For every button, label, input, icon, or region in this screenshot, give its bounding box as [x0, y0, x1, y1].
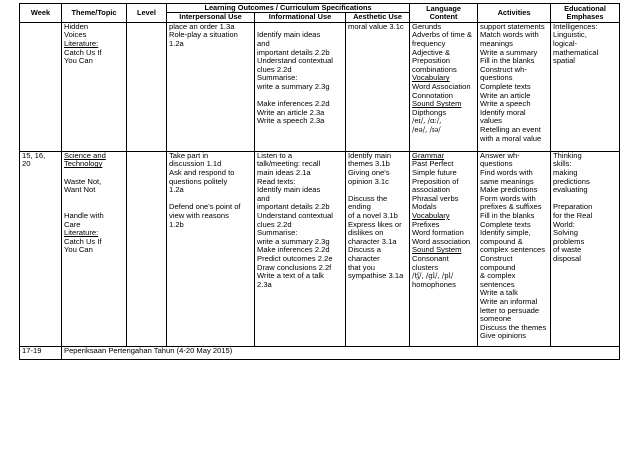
language-text: Dipthongs	[412, 107, 447, 117]
header-interpersonal: Interpersonal Use	[167, 13, 255, 22]
grammar-heading: Grammar	[412, 151, 445, 160]
table-row	[20, 22, 620, 151]
scheme-of-work-table	[19, 3, 620, 360]
theme-heading: Science and Technology	[64, 151, 106, 169]
cell-informational: Listen to a talk/meeting: recall main ideas 2.1a Read texts: Identify main ideas and important details 2.2b Understand contextual clues 2.2d Summarise: write a summary 2.3g Make inferences 2.2d Predict outcomes 2.2e Draw conclusions 2.2f Write a text of a talk 2.3a	[255, 151, 346, 346]
language-text: Gerunds Adverbs of time & frequency Adjective & Preposition combinations	[412, 22, 472, 74]
literature-label: Literature:	[64, 228, 99, 238]
cell-exam-note: Peperiksaan Pertengahan Tahun (4-20 May 2015)	[62, 346, 620, 359]
language-text: Word Association Connotation	[412, 81, 471, 100]
vocabulary-heading: Vocabulary	[412, 73, 450, 83]
cell-week	[20, 22, 62, 151]
cell-interpersonal: Take part in discussion 1.1d Ask and respond to questions politely 1.2a Defend one's point of view with reasons 1.2b	[167, 151, 255, 346]
header-aesthetic: Aesthetic Use	[346, 13, 410, 22]
language-text: Prefixes Word formation Word association	[412, 219, 471, 246]
cell-emphases: Thinking skills: making predictions evaluating Preparation for the Real World: Solving problems of waste disposal	[551, 151, 620, 346]
cell-emphases: Intelligences: Linguistic, logical- mathematical spatial	[551, 22, 620, 151]
header-learning-outcomes: Learning Outcomes / Curriculum Specifications	[167, 4, 410, 13]
cell-week: 15, 16, 20	[20, 151, 62, 346]
cell-aesthetic: Identify main themes 3.1b Giving one's opinion 3.1c Discuss the ending of a novel 3.1b Express likes or dislikes on character 3.1a Discuss a character that you sympathise 3.1a	[346, 151, 410, 346]
cell-language-content	[410, 151, 478, 346]
language-text: homophones	[412, 279, 456, 289]
cell-level	[127, 22, 167, 151]
cell-interpersonal: place an order 1.3a Role-play a situation 1.2a	[167, 22, 255, 151]
phonetic-symbols: /eɪ/, /ɑː/, /eə/, /ɪə/	[412, 117, 442, 134]
header-educational-emphases: Educational Emphases	[551, 4, 620, 23]
table-row	[20, 151, 620, 346]
header-informational: Informational Use	[255, 13, 346, 22]
cell-week: 17-19	[20, 346, 62, 359]
cell-activities: Answer wh-questions Find words with same meanings Make predictions Form words with prefixes & suffixes Fill in the blanks Complete texts Identify simple, compound & complex sentences Construct compound & complex sentences Write a talk Write an informal letter to persuade someone Discuss the themes Give opinions	[478, 151, 551, 346]
sound-system-heading: Sound System	[412, 245, 462, 255]
language-text: Past Perfect Simple future Preposition of association Phrasal verbs Modals	[412, 159, 459, 212]
cell-activities: support statements Match words with meanings Write a summary Fill in the blanks Construct wh- questions Complete texts Write an article Write a speech Identify moral values Retelling an event with a moral value	[478, 22, 551, 151]
literature-label: Literature:	[64, 39, 99, 48]
phonetic-symbols: /tʃ/, /gl/, /pl/	[412, 272, 454, 281]
header-row	[20, 4, 620, 13]
table-row	[20, 346, 620, 359]
header-level: Level	[127, 4, 167, 23]
cell-level	[127, 151, 167, 346]
cell-informational: Identify main ideas and important details 2.2b Understand contextual clues 2.2d Summarise: write a summary 2.3g Make inferences 2.2d Write an article 2.3a Write a speech 2.3a	[255, 22, 346, 151]
vocabulary-heading: Vocabulary	[412, 210, 450, 220]
header-theme: Theme/Topic	[62, 4, 127, 23]
topic-text: Waste Not, Want Not Handle with Care	[64, 176, 104, 229]
header-week: Week	[20, 4, 62, 23]
language-text: Consonant clusters	[412, 253, 449, 272]
sound-system-heading: Sound System	[412, 99, 462, 109]
cell-aesthetic: moral value 3.1c	[346, 22, 410, 151]
theme-text: Hidden Voices	[64, 22, 89, 40]
cell-theme	[62, 151, 127, 346]
theme-text: Catch Us If You Can	[64, 47, 102, 66]
theme-text: Catch Us If You Can	[64, 236, 102, 255]
cell-theme	[62, 22, 127, 151]
header-language-content: Language Content	[410, 4, 478, 23]
cell-language-content	[410, 22, 478, 151]
header-activities: Activities	[478, 4, 551, 23]
